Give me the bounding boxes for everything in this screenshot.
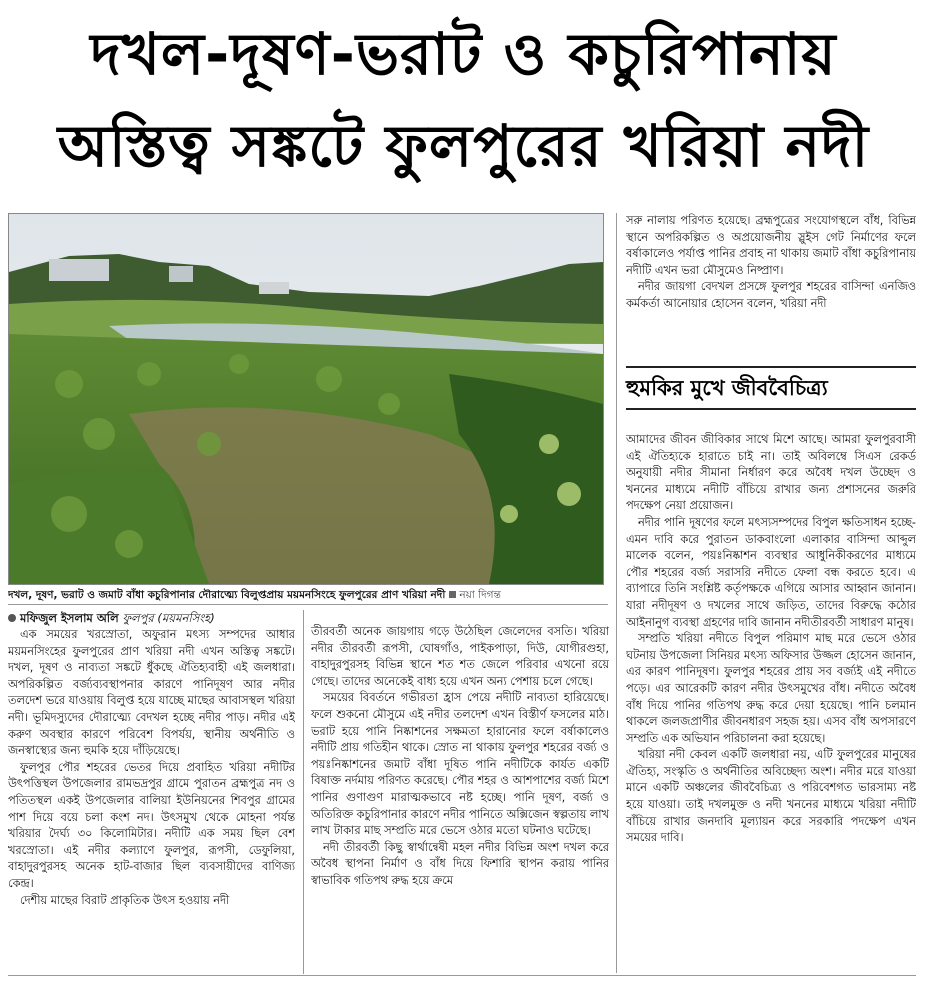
paragraph: আমাদের জীবন জীবিকার সাথে মিশে আছে। আমরা ফুলপুরবাসী এই ঐতিহ্যকে হারাতে চাই না। তাই অবিলম্বে সিএস রেকর্ড অনুযায়ী নদীর সীমানা নির্ধারণ করে অবৈধ দখল উচ্ছেদ ও খননের মাধ্যমে নদীটি বাঁচিয়ে রাখার জন্য প্রশাসনের জরুরি পদক্ষেপ নেয়া প্রয়োজন। — [626, 433, 916, 513]
paragraph: নদীর পানি দূষণের ফলে মৎস্যসম্পদের বিপুল ক্ষতিসাধন হচ্ছে- এমন দাবি করে পুরাতন ডাকবাংলো এলাকার বাসিন্দা আব্দুল মালেক বলেন, পয়ঃনিষ্কাশন ব্যবস্থার আধুনিকীকরণের মাধ্যমে পৌর শহরের বর্জ্য সরাসরি নদীতে ফেলা বন্ধ করতে হবে। এ ব্যাপারে তিনি সংশ্লিষ্ট কর্তৃপক্ষকে এগিয়ে আসার আহ্বান জানান। যারা নদীদূষণ ও দখলের সাথে জড়িত, তাদের বিরুদ্ধে কঠোর আইনানুগ ব্যবস্থা গ্রহণের দাবি জানান নদীতীরবর্তী সাধারণ মানুষ। — [626, 515, 916, 629]
paragraph: নদী তীরবর্তী কিছু স্বার্থান্বেষী মহল নদীর বিভিন্ন অংশ দখল করে অবৈধ স্থাপনা নির্মাণ ও বাঁধ দিয়ে ফিশারি স্থাপন করায় পানির স্বাভাবিক গতিপথ রুদ্ধ হয়ে ক্রমে — [311, 840, 609, 887]
caption-text: দখল, দূষণ, ভরাট ও জমাট বাঁধা কচুরিপানার দৌরাত্ম্যে বিলুপ্তপ্রায় ময়মনসিংহে ফুলপুরের প্রাণ খরিয়া নদী — [8, 589, 446, 601]
caption-separator-icon — [449, 591, 456, 598]
paragraph: সময়ের বিবর্তনে গভীরতা হ্রাস পেয়ে নদীটি নাব্যতা হারিয়েছে। ফলে শুকনো মৌসুমে এই নদীর তলদেশ এখন বিস্তীর্ণ ফসলের মাঠ। ভরাট হয়ে পানি নিষ্কাশনের সক্ষমতা হারানোর ফলে বর্ষাকালেও নদীটি প্রায় গতিহীন থাকে। স্রোত না থাকায় ফুলপুর শহরের বর্জ্য ও পয়ঃনিষ্কাশনের জমাট বাঁধা দূষিত পানি নদীটিকে কার্যত একটি বিষাক্ত নর্দমায় পরিণত করেছে। পৌর শহর ও আশপাশের বর্জ্য মিশে পানির গুণাগুণ মারাত্মকভাবে নষ্ট হচ্ছে। পানি দূষণ, বর্জ্য ও অতিরিক্ত কচুরিপানার কারণে নদীর পানিতে অক্সিজেন স্বল্পতায় লাখ লাখ টাকার মাছ সম্প্রতি মরে ভেসে ওঠার মতো ঘটনাও ঘটেছে। — [311, 691, 609, 838]
column-divider-right — [616, 213, 617, 973]
article-column-3-bottom — [626, 432, 916, 973]
paragraph: ফুলপুর পৌর শহরের ভেতর দিয়ে প্রবাহিত খরিয়া নদীটির উৎপত্তিস্থল উপজেলার রামভদ্রপুর গ্রামে পুরাতন ব্রহ্মপুত্র নদ ও পতিতস্থল একই উপজেলার বালিয়া ইউনিয়নের শিবপুর গ্রামের পাশ দিয়ে বয়ে চলা কংশ নদ। উৎসমুখ থেকে মোহনা পর্যন্ত খরিয়ার দৈর্ঘ্য ৩০ কিলোমিটার। নদীটি এক সময় ছিল বেশ খরস্রোতা। এই নদীর কল্যাণে ফুলপুর, রূপসী, ডেফুলিয়া, বাহাদুরপুরসহ অনেক হাট-বাজার ছিল ব্যবসায়ীদের বাণিজ্য কেন্দ্র। — [8, 760, 295, 890]
bottom-rule — [8, 975, 916, 976]
headline-line-1: দখল-দূষণ-ভরাট ও কচুরিপানায় — [90, 20, 837, 88]
byline-location: ফুলপুর (ময়মনসিংহ) — [122, 611, 215, 625]
paragraph: সম্প্রতি খরিয়া নদীতে বিপুল পরিমাণ মাছ মরে ভেসে ওঠার ঘটনায় উপজেলা সিনিয়র মৎস্য অফিসার উজ্জল হোসেন জানান, এর কারণ পানিদূষণ। ফুলপুর শহরের প্রায় সব বর্জ্যই এই নদীতে পড়ে। এর আরেকটি কারণ নদীর উৎসমুখের বাঁধ। নদীতে অবৈধ বাঁধ দিয়ে পানির গতিপথ রুদ্ধ করে দেয়া হয়েছে। পানি চলমান থাকলে জলজপ্রাণীর জীবনধারণ সহজ হয়। এসব বাঁধ অপসারণে সম্প্রতি এক অভিযান পরিচালনা করা হয়েছে। — [626, 632, 916, 745]
byline-marker-icon — [8, 614, 16, 622]
river-photo-illustration — [9, 214, 603, 584]
headline — [0, 8, 927, 192]
byline-author: মফিজুল ইসলাম অলি — [20, 611, 119, 625]
headline-line-2: অস্তিত্ব সঙ্কটে ফুলপুরের খরিয়া নদী — [57, 112, 870, 180]
paragraph: তীরবর্তী অনেক জায়গায় গড়ে উঠেছিল জেলেদের বসতি। খরিয়া নদীর তীরবর্তী রূপসী, ঘোষগাঁও, পাইকপাড়া, দিউ, যোগীরগুহা, বাহাদুরপুরসহ বিভিন্ন স্থানে শত শত জেলে পরিবার এখনো রয়ে গেছে। তাদের অনেকেই বাধ্য হয়ে এখন অন্য পেশায় চলে গেছে। — [311, 625, 609, 688]
article-column-2 — [311, 624, 609, 974]
photo-caption — [8, 588, 608, 602]
caption-credit: নয়া দিগন্ত — [459, 589, 501, 601]
paragraph: নদীর জায়গা বেদখল প্রসঙ্গে ফুলপুর শহরের বাসিন্দা এনজিও কর্মকর্তা আনোয়ার হোসেন বলেন, খরিয়া নদী — [626, 280, 916, 310]
river-photo — [8, 213, 604, 585]
paragraph: দেশীয় মাছের বিরাট প্রাকৃতিক উৎস হওয়ায় নদী — [20, 893, 230, 907]
paragraph: এক সময়ের খরস্রোতা, অফুরান মৎস্য সম্পদের আধার ময়মনসিংহের ফুলপুরের প্রাণ খরিয়া নদী এখন অস্তিত্ব সঙ্কটে। দখল, দূষণ ও নাব্যতা সঙ্কটে ধুঁকছে ঐতিহ্যবাহী এই জলধারা। অপরিকল্পিত বর্জ্যব্যবস্থাপনার কারণে পানিদূষণ আর নদীর তলদেশ ভরে যাওয়ায় বিলুপ্ত হয়ে যাচ্ছে মাছের আবাসস্থল খরিয়া নদী। ভূমিদস্যুদের দৌরাত্ম্যে বেদখল হচ্ছে নদীর পাড়। নদীর এই করুণ অবস্থার কারণে পরিবেশ বিপর্যয়, স্থানীয় অর্থনীতি ও জনস্বাস্থ্যের জন্য হুমকি হয়ে দাঁড়িয়েছে। — [8, 628, 295, 758]
article-column-3-top — [626, 213, 916, 361]
article-column-1 — [8, 610, 295, 973]
byline — [8, 610, 295, 627]
paragraph: সরু নালায় পরিণত হয়েছে। ব্রহ্মপুত্রের সংযোগস্থলে বাঁধ, বিভিন্ন স্থানে অপরিকল্পিত ও অপ্রয়োজনীয় স্লুইস গেট নির্মাণের ফলে বর্ষাকালেও পর্যাপ্ত পানির প্রবাহ না থাকায় জমাট বাঁধা কচুরিপানায় নদীটি এখন ভরা মৌসুমেও নিষ্প্রাণ। — [626, 214, 916, 277]
subheading: হুমকির মুখে জীববৈচিত্র্য — [626, 366, 916, 410]
caption-divider — [8, 604, 608, 605]
column-divider-middle — [303, 610, 304, 974]
paragraph: খরিয়া নদী কেবল একটি জলধারা নয়, এটি ফুলপুরের মানুষের ঐতিহ্য, সংস্কৃতি ও অর্থনীতির অবিচ্ছেদ্য অংশ। নদীর মরে যাওয়া মানে একটি অঞ্চলের জীববৈচিত্র্য ও পরিবেশগত ভারসাম্য নষ্ট হয়ে যাওয়া। তাই দখলমুক্ত ও নদী খননের মাধ্যমে খরিয়া নদীটি বাঁচিয়ে রাখার জনদাবি মূল্যায়ন করে সরকারি পদক্ষেপ এখন সময়ের দাবি। — [626, 748, 916, 845]
